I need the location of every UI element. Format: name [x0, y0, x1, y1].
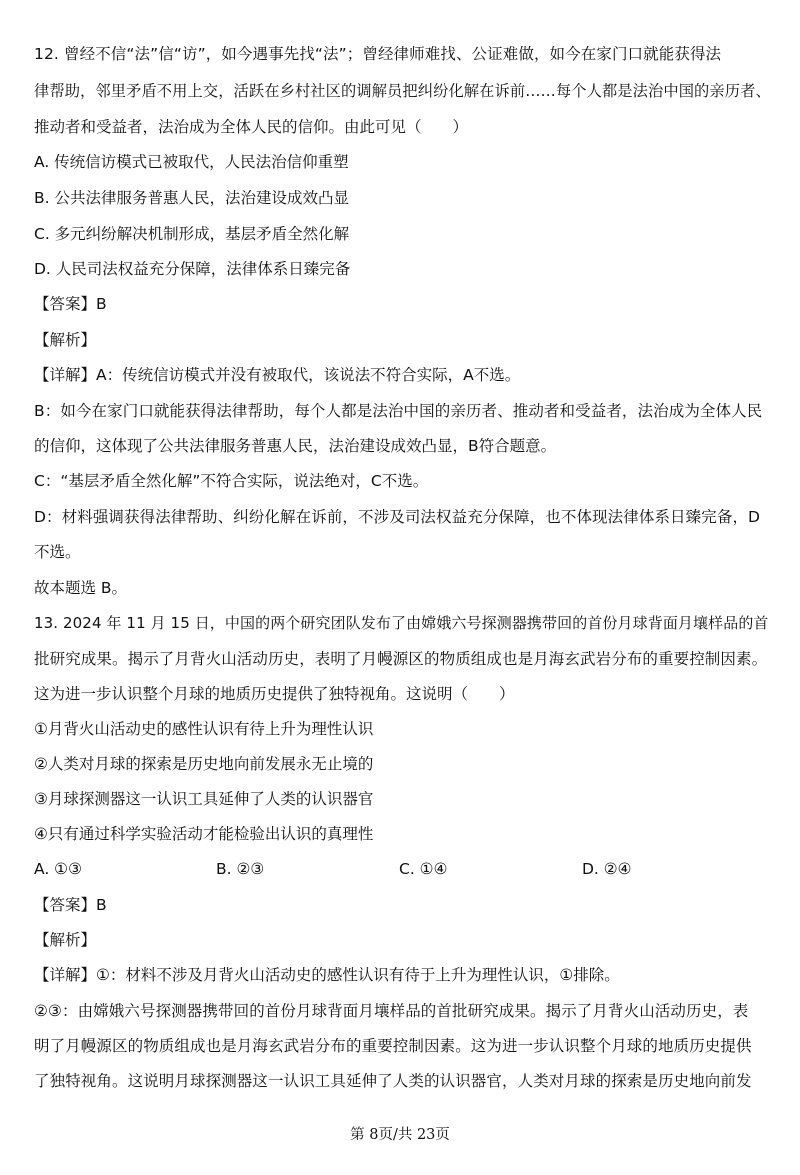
q13-stem-line-2: 批研究成果。揭示了月背火山活动历史，表明了月幔源区的物质组成也是月海玄武岩分布的重要控制因素。: [34, 650, 768, 668]
q12-stem-line-2: 律帮助，邻里矛盾不用上交，活跃在乡村社区的调解员把纠纷化解在诉前……每个人都是法治中国的亲历者、: [34, 82, 771, 100]
q13-statement-2: ②人类对月球的探索是历史地向前发展永无止境的: [34, 755, 374, 773]
q13-analysis-label: 【解析】: [34, 931, 97, 949]
q12-detail-line-5: D：材料强调获得法律帮助、纠纷化解在诉前，不涉及司法权益充分保障，也不体现法律体系日臻完备，D: [34, 508, 761, 526]
q12-detail-line-2: B：如今在家门口就能获得法律帮助，每个人都是法治中国的亲历者、推动者和受益者，法治成为全体人民: [34, 402, 763, 420]
q12-stem-line-1: 12. 曾经不信“法”信“访”，如今遇事先找“法”；曾经律师难找、公证难做，如今在家门口就能获得法: [34, 45, 722, 63]
q13-answer: 【答案】B: [34, 896, 107, 914]
q13-choice-c: C. ①④: [399, 860, 448, 878]
q12-detail-line-6: 不选。: [34, 543, 81, 561]
q13-choice-d: D. ②④: [582, 860, 632, 878]
q13-choices: [34, 858, 779, 880]
q12-option-d: D. 人民司法权益充分保障，法律体系日臻完备: [34, 260, 351, 278]
q12-detail-line-4: C：“基层矛盾全然化解”不符合实际，说法绝对，C不选。: [34, 472, 429, 490]
q13-statement-4: ④只有通过科学实验活动才能检验出认识的真理性: [34, 825, 374, 843]
q13-detail-line-4: 了独特视角。这说明月球探测器这一认识工具延伸了人类的认识器官，人类对月球的探索是历史地向前发: [34, 1072, 752, 1090]
q13-stem-line-3: 这为进一步认识整个月球的地质历史提供了独特视角。这说明（ ）: [34, 685, 515, 703]
q13-statement-3: ③月球探测器这一认识工具延伸了人类的认识器官: [34, 790, 374, 808]
page-number-footer: 第 8页/共 23页: [350, 1127, 450, 1143]
q12-option-c: C. 多元纠纷解决机制形成，基层矛盾全然化解: [34, 225, 350, 243]
q13-choice-b: B. ②③: [216, 860, 265, 878]
q13-statement-1: ①月背火山活动史的感性认识有待上升为理性认识: [34, 720, 374, 738]
q13-detail-line-2: ②③：由嫦娥六号探测器携带回的首份月球背面月壤样品的首批研究成果。揭示了月背火山活动历史，表: [34, 1002, 749, 1020]
q13-detail-line-3: 明了月幔源区的物质组成也是月海玄武岩分布的重要控制因素。这为进一步认识整个月球的地质历史提供: [34, 1037, 752, 1055]
q12-detail-line-1: 【详解】A：传统信访模式并没有被取代，该说法不符合实际，A不选。: [34, 366, 521, 384]
q12-detail-line-3: 的信仰，这体现了公共法律服务普惠人民，法治建设成效凸显，B符合题意。: [34, 437, 557, 455]
q12-conclusion: 故本题选 B。: [34, 579, 128, 597]
q12-analysis-label: 【解析】: [34, 331, 97, 349]
q12-option-a: A. 传统信访模式已被取代，人民法治信仰重塑: [34, 153, 349, 171]
q13-detail-line-1: 【详解】①：材料不涉及月背火山活动史的感性认识有待于上升为理性认识，①排除。: [34, 966, 620, 984]
q12-answer: 【答案】B: [34, 295, 107, 313]
q12-option-b: B. 公共法律服务普惠人民，法治建设成效凸显: [34, 189, 349, 207]
q13-stem-line-1: 13. 2024 年 11 月 15 日，中国的两个研究团队发布了由嫦娥六号探测器携带回的首份月球背面月壤样品的首: [34, 614, 769, 632]
q12-stem-line-3: 推动者和受益者，法治成为全体人民的信仰。由此可见（ ）: [34, 118, 469, 136]
q13-choice-a: A. ①③: [34, 860, 82, 878]
